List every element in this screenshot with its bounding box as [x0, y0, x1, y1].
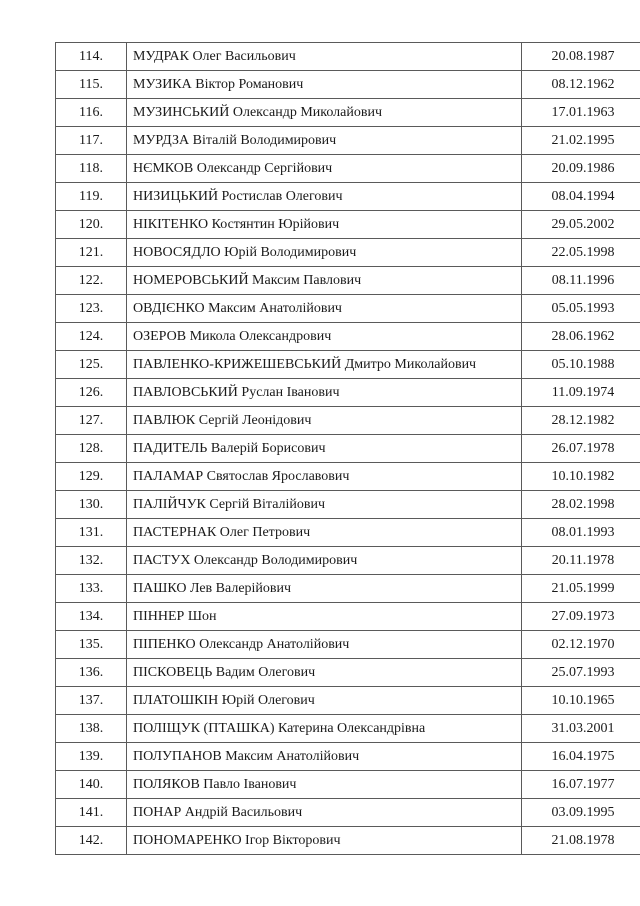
row-number: 134.	[56, 603, 127, 631]
table-row	[56, 71, 640, 99]
table-row	[56, 351, 640, 379]
row-number: 121.	[56, 239, 127, 267]
birth-date: 11.09.1974	[522, 379, 640, 407]
person-name: НОВОСЯДЛО Юрій Володимирович	[127, 239, 522, 267]
person-name: ПІПЕНКО Олександр Анатолійович	[127, 631, 522, 659]
row-number: 131.	[56, 519, 127, 547]
person-name: МУЗИКА Віктор Романович	[127, 71, 522, 99]
table-row	[56, 407, 640, 435]
person-name: ПОНАР Андрій Васильович	[127, 799, 522, 827]
birth-date: 20.09.1986	[522, 155, 640, 183]
row-number: 128.	[56, 435, 127, 463]
birth-date: 08.12.1962	[522, 71, 640, 99]
row-number: 141.	[56, 799, 127, 827]
table-row	[56, 519, 640, 547]
birth-date: 20.11.1978	[522, 547, 640, 575]
table-row	[56, 547, 640, 575]
birth-date: 21.05.1999	[522, 575, 640, 603]
table-row	[56, 491, 640, 519]
row-number: 116.	[56, 99, 127, 127]
table-row	[56, 267, 640, 295]
person-name: ПІННЕР Шон	[127, 603, 522, 631]
person-name: ПОЛЯКОВ Павло Іванович	[127, 771, 522, 799]
row-number: 137.	[56, 687, 127, 715]
row-number: 132.	[56, 547, 127, 575]
row-number: 124.	[56, 323, 127, 351]
table-row	[56, 827, 640, 855]
table-row	[56, 603, 640, 631]
row-number: 142.	[56, 827, 127, 855]
birth-date: 08.11.1996	[522, 267, 640, 295]
person-name: ПАЛАМАР Святослав Ярославович	[127, 463, 522, 491]
table-row	[56, 183, 640, 211]
birth-date: 29.05.2002	[522, 211, 640, 239]
table-row	[56, 799, 640, 827]
row-number: 117.	[56, 127, 127, 155]
birth-date: 08.04.1994	[522, 183, 640, 211]
birth-date: 27.09.1973	[522, 603, 640, 631]
table-row	[56, 379, 640, 407]
row-number: 140.	[56, 771, 127, 799]
row-number: 136.	[56, 659, 127, 687]
birth-date: 10.10.1965	[522, 687, 640, 715]
table-row	[56, 463, 640, 491]
person-name: НІКІТЕНКО Костянтин Юрійович	[127, 211, 522, 239]
table-row	[56, 659, 640, 687]
row-number: 118.	[56, 155, 127, 183]
row-number: 125.	[56, 351, 127, 379]
person-name: ОЗЕРОВ Микола Олександрович	[127, 323, 522, 351]
table-row	[56, 211, 640, 239]
person-name: НОМЕРОВСЬКИЙ Максим Павлович	[127, 267, 522, 295]
person-name: ПАЛІЙЧУК Сергій Віталійович	[127, 491, 522, 519]
person-name: ПАШКО Лев Валерійович	[127, 575, 522, 603]
row-number: 129.	[56, 463, 127, 491]
birth-date: 25.07.1993	[522, 659, 640, 687]
person-name: МУДРАК Олег Васильович	[127, 43, 522, 71]
birth-date: 16.07.1977	[522, 771, 640, 799]
birth-date: 05.05.1993	[522, 295, 640, 323]
birth-date: 05.10.1988	[522, 351, 640, 379]
birth-date: 02.12.1970	[522, 631, 640, 659]
row-number: 114.	[56, 43, 127, 71]
person-name: НЄМКОВ Олександр Сергійович	[127, 155, 522, 183]
birth-date: 28.06.1962	[522, 323, 640, 351]
birth-date: 26.07.1978	[522, 435, 640, 463]
table-row	[56, 295, 640, 323]
row-number: 133.	[56, 575, 127, 603]
person-name: ПОЛУПАНОВ Максим Анатолійович	[127, 743, 522, 771]
person-name: МУРДЗА Віталій Володимирович	[127, 127, 522, 155]
person-name: ПІСКОВЕЦЬ Вадим Олегович	[127, 659, 522, 687]
table-row	[56, 99, 640, 127]
birth-date: 20.08.1987	[522, 43, 640, 71]
row-number: 126.	[56, 379, 127, 407]
row-number: 135.	[56, 631, 127, 659]
person-name: НИЗИЦЬКИЙ Ростислав Олегович	[127, 183, 522, 211]
table-row	[56, 155, 640, 183]
person-name: ПАВЛЮК Сергій Леонідович	[127, 407, 522, 435]
table-row	[56, 631, 640, 659]
birth-date: 21.02.1995	[522, 127, 640, 155]
person-name: ОВДІЄНКО Максим Анатолійович	[127, 295, 522, 323]
birth-date: 10.10.1982	[522, 463, 640, 491]
birth-date: 08.01.1993	[522, 519, 640, 547]
row-number: 115.	[56, 71, 127, 99]
row-number: 130.	[56, 491, 127, 519]
table-row	[56, 43, 640, 71]
person-name: ПЛАТОШКІН Юрій Олегович	[127, 687, 522, 715]
table-row	[56, 687, 640, 715]
table-row	[56, 239, 640, 267]
table-row	[56, 575, 640, 603]
person-name: ПОНОМАРЕНКО Ігор Вікторович	[127, 827, 522, 855]
row-number: 119.	[56, 183, 127, 211]
birth-date: 22.05.1998	[522, 239, 640, 267]
row-number: 120.	[56, 211, 127, 239]
row-number: 139.	[56, 743, 127, 771]
person-name: ПОЛІЩУК (ПТАШКА) Катерина Олександрівна	[127, 715, 522, 743]
birth-date: 16.04.1975	[522, 743, 640, 771]
roster-table-body	[56, 43, 640, 855]
person-name: ПАВЛЕНКО-КРИЖЕШЕВСЬКИЙ Дмитро Миколайович	[127, 351, 522, 379]
person-name: ПАСТЕРНАК Олег Петрович	[127, 519, 522, 547]
row-number: 123.	[56, 295, 127, 323]
table-row	[56, 743, 640, 771]
table-row	[56, 323, 640, 351]
row-number: 122.	[56, 267, 127, 295]
table-row	[56, 771, 640, 799]
birth-date: 17.01.1963	[522, 99, 640, 127]
roster-table	[55, 42, 640, 855]
table-row	[56, 127, 640, 155]
birth-date: 03.09.1995	[522, 799, 640, 827]
table-row	[56, 715, 640, 743]
birth-date: 28.02.1998	[522, 491, 640, 519]
birth-date: 21.08.1978	[522, 827, 640, 855]
row-number: 127.	[56, 407, 127, 435]
row-number: 138.	[56, 715, 127, 743]
table-row	[56, 435, 640, 463]
birth-date: 31.03.2001	[522, 715, 640, 743]
birth-date: 28.12.1982	[522, 407, 640, 435]
person-name: ПАСТУХ Олександр Володимирович	[127, 547, 522, 575]
person-name: ПАДИТЕЛЬ Валерій Борисович	[127, 435, 522, 463]
person-name: ПАВЛОВСЬКИЙ Руслан Іванович	[127, 379, 522, 407]
person-name: МУЗИНСЬКИЙ Олександр Миколайович	[127, 99, 522, 127]
